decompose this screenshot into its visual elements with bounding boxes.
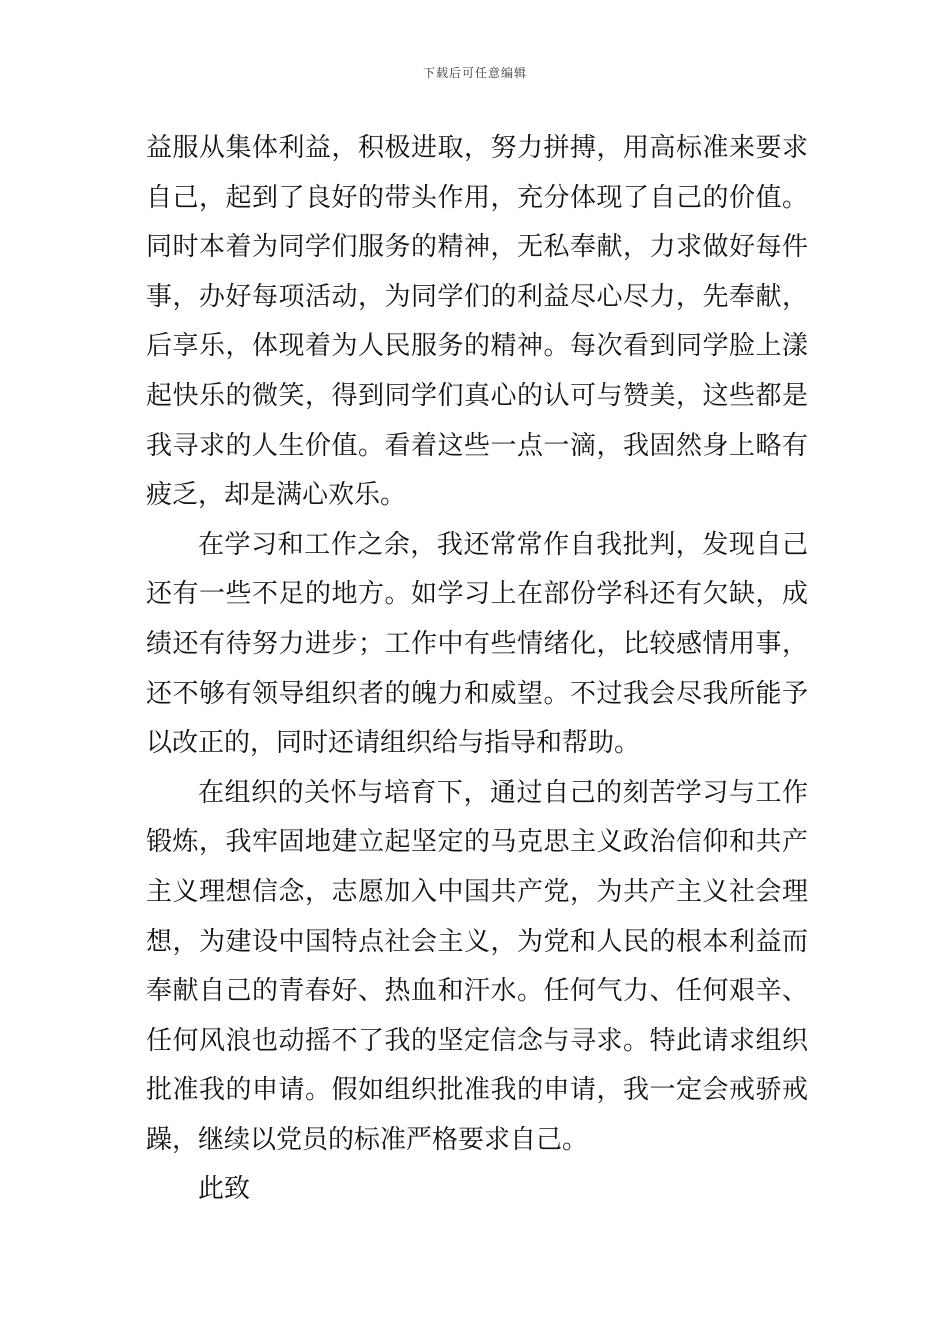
- paragraph-end-line: 以改正的，同时还请组织给与指导和帮助。: [146, 728, 641, 759]
- paragraph-start-line: 在学习和工作之余，我还常常作自我批判，发现自己: [198, 529, 808, 560]
- header-note: 下载后可任意编辑: [422, 66, 527, 80]
- text-line: 益服从集体利益，积极进取，努力拼搏，用高标准来要求: [146, 133, 808, 163]
- text-line: 奉献自己的青春好、热血和汗水。任何气力、任何艰辛、: [146, 976, 808, 1007]
- text-line: 同时本着为同学们服务的精神，无私奉献，力求做好每件: [146, 232, 808, 263]
- text-line: 批准我的申请。假如组织批准我的申请，我一定会戒骄戒: [146, 1075, 808, 1106]
- text-line: 想，为建设中国特点社会主义，为党和人民的根本利益而: [146, 926, 808, 957]
- paragraph-end-line: 躁，继续以党员的标准严格要求自己。: [146, 1124, 589, 1155]
- text-line: 还有一些不足的地方。如学习上在部份学科还有欠缺，成: [146, 579, 808, 610]
- text-line: 起快乐的微笑，得到同学们真心的认可与赞美，这些都是: [146, 380, 808, 411]
- text-line: 事，办好每项活动，为同学们的利益尽心尽力，先奉献，: [146, 281, 808, 312]
- text-line: 后享乐，体现着为人民服务的精神。每次看到同学脸上漾: [146, 331, 808, 362]
- text-line: 还不够有领导组织者的魄力和威望。不过我会尽我所能予: [146, 678, 808, 709]
- text-line: 主义理想信念，志愿加入中国共产党，为共产主义社会理: [146, 876, 808, 907]
- text-line: 我寻求的人生价值。看着这些一点一滴，我固然身上略有: [146, 430, 808, 461]
- text-line: 绩还有待努力进步；工作中有些情绪化，比较感情用事，: [146, 628, 808, 659]
- salutation-line: 此致: [198, 1174, 251, 1205]
- text-line: 任何风浪也动摇不了我的坚定信念与寻求。特此请求组织: [146, 1025, 808, 1056]
- text-line: 锻炼，我牢固地建立起坚定的马克思主义政治信仰和共产: [146, 827, 808, 858]
- text-line: 自己，起到了良好的带头作用，充分体现了自己的价值。: [146, 182, 808, 213]
- paragraph-end-line: 疲乏，却是满心欢乐。: [146, 480, 407, 511]
- body-text: [146, 124, 808, 1215]
- paragraph-start-line: 在组织的关怀与培育下，通过自己的刻苦学习与工作: [198, 777, 808, 808]
